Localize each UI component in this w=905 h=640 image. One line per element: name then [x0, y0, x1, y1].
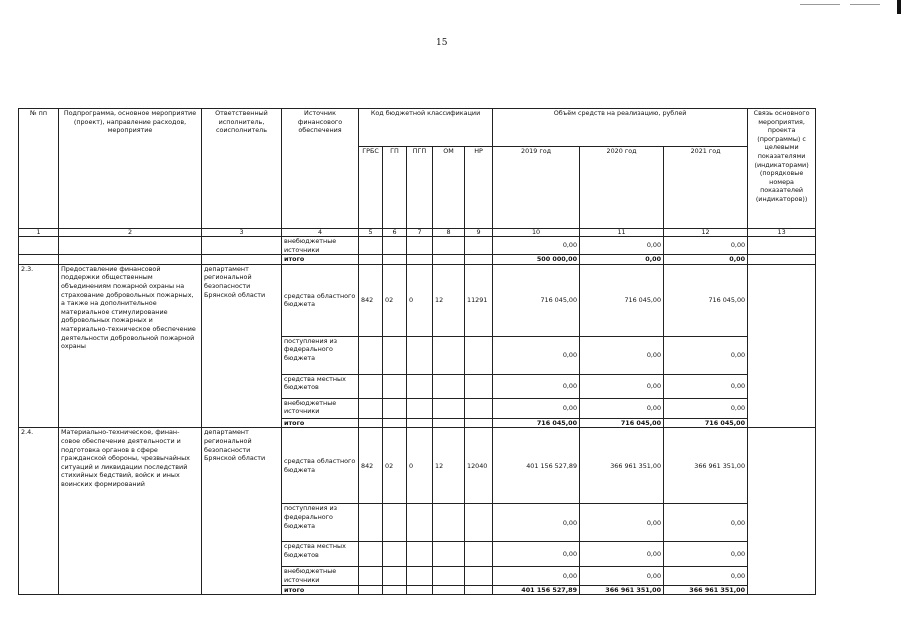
budget-code-header: Код бюджетной классификации [359, 109, 493, 147]
page-number: 15 [436, 38, 448, 48]
value-2020: 0,00 [580, 398, 664, 418]
value-2021: 0,00 [664, 336, 748, 374]
table-row [19, 428, 816, 504]
column-numbers-row [19, 229, 816, 237]
item-number: 2.3. [19, 264, 59, 428]
source-cell: средства областного бюджета [282, 428, 359, 504]
value-2020: 0,00 [580, 374, 664, 398]
source-cell: средства областного бюджета [282, 264, 359, 336]
source-cell: итого [282, 255, 359, 265]
value-2020: 0,00 [580, 542, 664, 567]
np-cell: 12040 [465, 428, 493, 504]
item-responsible: департамент региональной безопасности Брянской области [202, 264, 282, 428]
year-2021-header: 2021 год [664, 147, 748, 229]
col-number: 10 [493, 229, 580, 237]
value-2020: 716 045,00 [580, 418, 664, 428]
value-2020: 0,00 [580, 237, 664, 255]
col-number: 7 [407, 229, 433, 237]
gp-cell: 02 [383, 264, 407, 336]
value-2019: 0,00 [493, 336, 580, 374]
item-name: Материально-техническое, финан- совое обеспечение деятельности и подготовка органов в сфере гражданской обороны, чрезвычайных ситуаций и ликвидации последствий стихийных бедствий, войск и иных воинских формирований [59, 428, 202, 595]
col-source-header: Источник финансового обеспечения [282, 109, 359, 229]
value-2020: 0,00 [580, 504, 664, 542]
value-2020: 0,00 [580, 336, 664, 374]
col-number: 5 [359, 229, 383, 237]
value-2019: 0,00 [493, 374, 580, 398]
value-2021: 0,00 [664, 237, 748, 255]
value-2019: 0,00 [493, 237, 580, 255]
value-2021: 366 961 351,00 [664, 585, 748, 595]
col-num-header: № пп [19, 109, 59, 229]
col-number: 4 [282, 229, 359, 237]
table-row [19, 237, 816, 255]
value-2019: 0,00 [493, 504, 580, 542]
source-cell: итого [282, 418, 359, 428]
header-row-1 [19, 109, 816, 147]
pgp-cell: 0 [407, 428, 433, 504]
value-2021: 366 961 351,00 [664, 428, 748, 504]
source-cell: поступления из федерального бюджета [282, 336, 359, 374]
value-2019: 0,00 [493, 398, 580, 418]
gp-header: ГП [383, 147, 407, 229]
source-cell: итого [282, 585, 359, 595]
value-2021: 0,00 [664, 374, 748, 398]
np-cell: 11291 [465, 264, 493, 336]
col-number: 12 [664, 229, 748, 237]
grbs-cell: 842 [359, 428, 383, 504]
value-2019: 0,00 [493, 542, 580, 567]
value-2019: 716 045,00 [493, 264, 580, 336]
year-2020-header: 2020 год [580, 147, 664, 229]
om-cell: 12 [433, 428, 465, 504]
om-cell: 12 [433, 264, 465, 336]
value-2020: 716 045,00 [580, 264, 664, 336]
link-header: Связь основного мероприятия, проекта (программы) с целевыми показателями (индикаторами) (порядковые номера показателей (индикаторов)) [748, 109, 816, 229]
scan-dash-left [800, 4, 840, 5]
value-2021: 0,00 [664, 504, 748, 542]
scan-dash-right [850, 4, 880, 5]
col-number: 6 [383, 229, 407, 237]
grbs-cell: 842 [359, 264, 383, 336]
value-2020: 0,00 [580, 567, 664, 585]
table-row-total [19, 255, 816, 265]
value-2019: 500 000,00 [493, 255, 580, 265]
value-2021: 0,00 [664, 542, 748, 567]
source-cell: внебюджетные источники [282, 398, 359, 418]
col-responsible-header: Ответственный исполнитель, соисполнитель [202, 109, 282, 229]
col-number: 8 [433, 229, 465, 237]
item-responsible: департамент региональной безопасности Брянской области [202, 428, 282, 595]
year-2019-header: 2019 год [493, 147, 580, 229]
value-2021: 716 045,00 [664, 264, 748, 336]
col-number: 2 [59, 229, 202, 237]
budget-table [18, 108, 816, 595]
value-2020: 0,00 [580, 255, 664, 265]
col-number: 11 [580, 229, 664, 237]
item-number: 2.4. [19, 428, 59, 595]
value-2021: 0,00 [664, 398, 748, 418]
table-row [19, 264, 816, 336]
source-cell: средства местных бюджетов [282, 374, 359, 398]
np-header: НР [465, 147, 493, 229]
scan-edge-mark [897, 0, 901, 14]
gp-cell: 02 [383, 428, 407, 504]
value-2020: 366 961 351,00 [580, 585, 664, 595]
source-cell: поступления из федерального бюджета [282, 504, 359, 542]
col-number: 3 [202, 229, 282, 237]
value-2021: 716 045,00 [664, 418, 748, 428]
value-2021: 0,00 [664, 567, 748, 585]
volume-header: Объём средств на реализацию, рублей [493, 109, 748, 147]
pgp-cell: 0 [407, 264, 433, 336]
source-cell: внебюджетные источники [282, 237, 359, 255]
value-2019: 401 156 527,89 [493, 428, 580, 504]
col-number: 13 [748, 229, 816, 237]
value-2020: 366 961 351,00 [580, 428, 664, 504]
source-cell: внебюджетные источники [282, 567, 359, 585]
value-2021: 0,00 [664, 255, 748, 265]
col-number: 1 [19, 229, 59, 237]
value-2019: 716 045,00 [493, 418, 580, 428]
value-2019: 401 156 527,89 [493, 585, 580, 595]
om-header: ОМ [433, 147, 465, 229]
pgp-header: ПГП [407, 147, 433, 229]
value-2019: 0,00 [493, 567, 580, 585]
col-program-header: Подпрограмма, основное мероприятие (проект), направление расходов, мероприятие [59, 109, 202, 229]
source-cell: средства местных бюджетов [282, 542, 359, 567]
item-name: Предоставление финансовой поддержки общественным объединениям пожарной охраны на страхование добровольных пожарных, а также на дополнительное материальное стимулирование добровольных пожарных и материально-техническое обеспечение деятельности добровольной пожарной охраны [59, 264, 202, 428]
grbs-header: ГРБС [359, 147, 383, 229]
col-number: 9 [465, 229, 493, 237]
